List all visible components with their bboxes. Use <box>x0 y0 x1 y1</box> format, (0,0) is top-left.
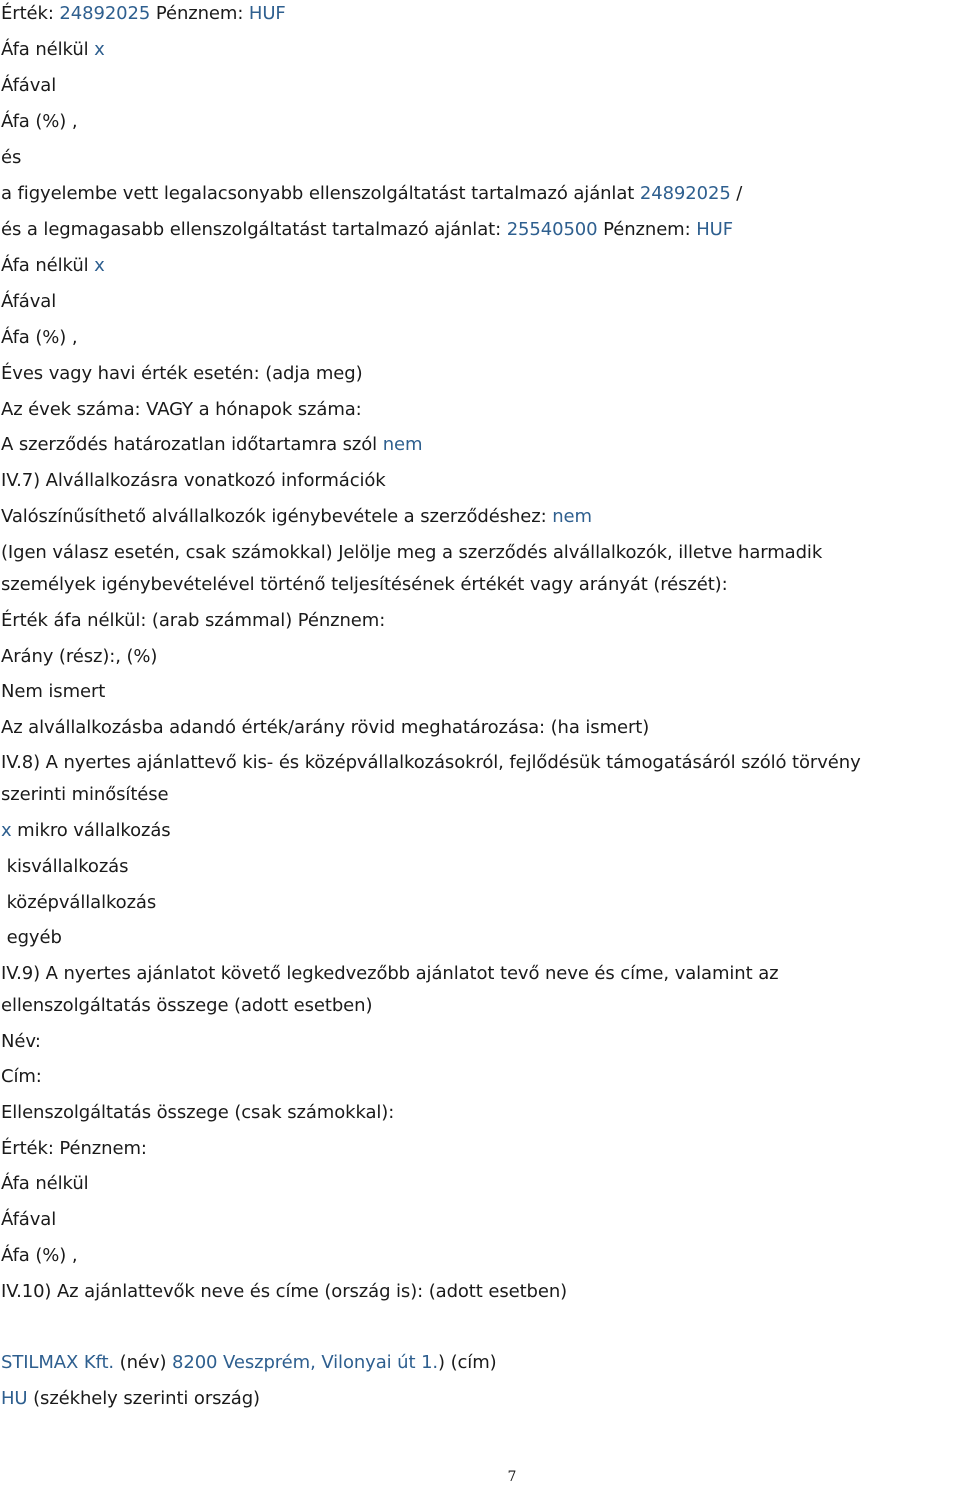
small-enterprise-line: kisvállalkozás <box>1 856 129 877</box>
annual-line: Éves vagy havi érték esetén: (adja meg) <box>1 363 363 384</box>
vat3-without-line: Áfa nélkül <box>1 1173 89 1194</box>
highest-offer-value: 25540500 <box>506 219 598 240</box>
vat2-with-line: Áfával <box>1 291 57 312</box>
vat3-with-line: Áfával <box>1 1209 57 1230</box>
yes-answer-line2: személyek igénybevételével történő teljesítésének értékét vagy arányát (részét): <box>1 574 728 595</box>
bidder-country: HU <box>1 1388 28 1409</box>
section-iv10-heading: IV.10) Az ajánlattevők neve és címe (ország is): (adott esetben) <box>1 1281 568 1302</box>
micro-enterprise-label: mikro vállalkozás <box>11 820 171 841</box>
highest-offer-line <box>1 218 733 242</box>
vat2-without-label: Áfa nélkül <box>1 255 95 276</box>
lowest-offer-value: 24892025 <box>639 183 731 204</box>
lowest-offer-label: a figyelembe vett legalacsonyabb ellenszolgáltatást tartalmazó ajánlat <box>1 183 640 204</box>
bidder-name-line <box>1 1351 497 1375</box>
page-number: 7 <box>507 1469 517 1485</box>
value-line <box>1 2 286 26</box>
section-iv7-heading: IV.7) Alvállalkozásra vonatkozó információk <box>1 470 386 491</box>
not-known-line: Nem ismert <box>1 681 106 702</box>
vat3-percent-line: Áfa (%) , <box>1 1245 78 1266</box>
years-line: Az évek száma: VAGY a hónapok száma: <box>1 399 362 420</box>
highest-offer-currency-label: Pénznem: <box>597 219 697 240</box>
highest-offer-currency: HUF <box>696 219 733 240</box>
indefinite-line <box>1 433 422 457</box>
amount-line: Ellenszolgáltatás összege (csak számokkal): <box>1 1102 395 1123</box>
vat2-without-line <box>1 254 105 278</box>
vat-with-line: Áfával <box>1 75 57 96</box>
vat-without-label: Áfa nélkül <box>1 39 95 60</box>
bidder-company: STILMAX Kft. <box>1 1352 115 1373</box>
micro-enterprise-line <box>1 819 171 843</box>
address-line: Cím: <box>1 1066 42 1087</box>
indefinite-value: nem <box>382 434 423 455</box>
currency-label: Pénznem: <box>150 3 249 24</box>
other-enterprise-line: egyéb <box>1 927 62 948</box>
bidder-name-label: (név) <box>114 1352 172 1373</box>
lowest-offer-slash: / <box>730 183 743 204</box>
bidder-country-line <box>1 1387 260 1411</box>
vat2-without-mark: x <box>94 255 105 276</box>
bidder-address: 8200 Veszprém, Vilonyai út 1. <box>172 1352 439 1373</box>
bidder-country-label: (székhely szerinti ország) <box>27 1388 260 1409</box>
likely-subcontractors-line <box>1 505 592 529</box>
yes-answer-line1: (Igen válasz esetén, csak számokkal) Jelölje meg a szerződés alvállalkozók, illetve harmadik <box>1 542 823 563</box>
and-word: és <box>1 147 22 168</box>
likely-subcontractors-value: nem <box>552 506 592 527</box>
section-iv8-heading-line2: szerinti minősítése <box>1 784 169 805</box>
indefinite-label: A szerződés határozatlan időtartamra szól <box>1 434 383 455</box>
value-amount: 24892025 <box>59 3 151 24</box>
highest-offer-label: és a legmagasabb ellenszolgáltatást tartalmazó ajánlat: <box>1 219 507 240</box>
subcontract-value-line: Érték áfa nélkül: (arab számmal) Pénznem: <box>1 610 386 631</box>
currency-value: HUF <box>248 3 286 24</box>
section-iv9-heading-line2: ellenszolgáltatás összege (adott esetben) <box>1 995 373 1016</box>
lowest-offer-line <box>1 182 742 206</box>
section-iv8-heading-line1: IV.8) A nyertes ajánlattevő kis- és középvállalkozásokról, fejlődésük támogatásáról szóló törvény <box>1 752 861 773</box>
bidder-address-label: ) (cím) <box>438 1352 497 1373</box>
vat-without-mark: x <box>94 39 105 60</box>
vat-percent-line: Áfa (%) , <box>1 111 78 132</box>
micro-enterprise-mark: x <box>1 820 12 841</box>
section-iv9-heading-line1: IV.9) A nyertes ajánlatot követő legkedvezőbb ajánlatot tevő neve és címe, valamint az <box>1 963 779 984</box>
vat-without-line <box>1 38 105 62</box>
name-line: Név: <box>1 1031 41 1052</box>
medium-enterprise-line: középvállalkozás <box>1 892 157 913</box>
value-label: Érték: <box>1 3 60 24</box>
likely-subcontractors-label: Valószínűsíthető alvállalkozók igénybevétele a szerződéshez: <box>1 506 553 527</box>
vat2-percent-line: Áfa (%) , <box>1 327 78 348</box>
short-description-line: Az alvállalkozásba adandó érték/arány rövid meghatározása: (ha ismert) <box>1 717 650 738</box>
subcontract-ratio-line: Arány (rész):, (%) <box>1 646 158 667</box>
value-currency-line: Érték: Pénznem: <box>1 1138 147 1159</box>
